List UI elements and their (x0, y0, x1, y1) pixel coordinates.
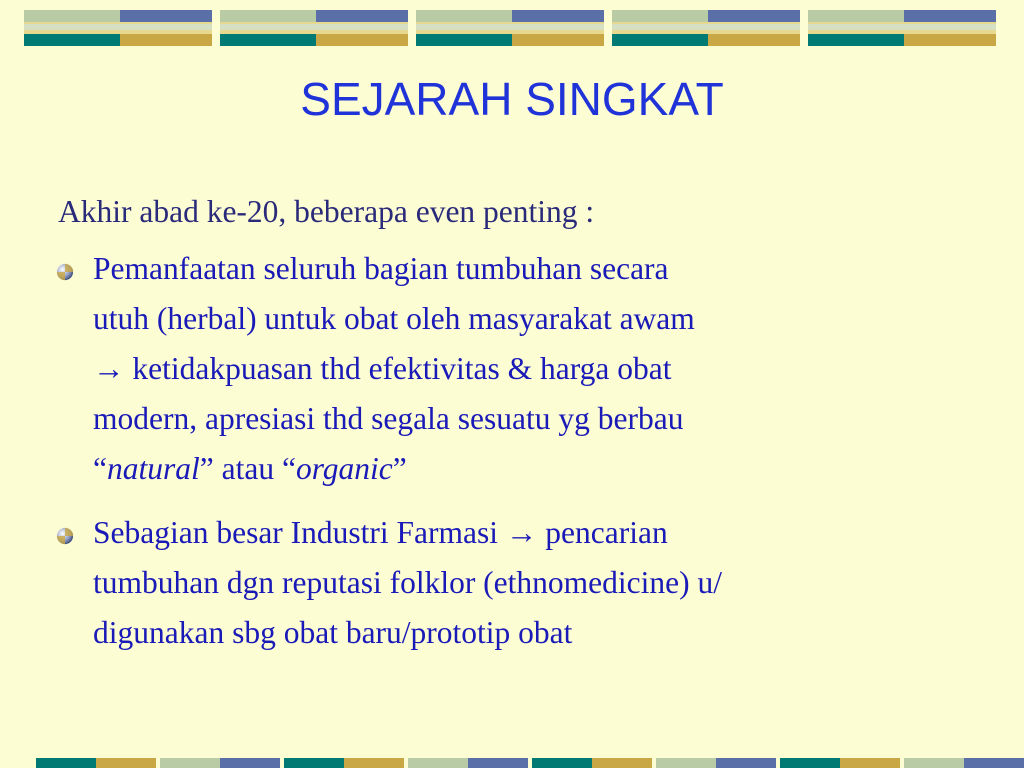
bullet-1-line-1: Pemanfaatan seluruh bagian tumbuhan secara (93, 251, 669, 286)
bottom-decorative-band (36, 758, 1024, 768)
bottom-band-segment (468, 758, 528, 768)
bullet-1-line-3-text: ketidakpuasan thd efektivitas & harga obat (132, 351, 672, 386)
bottom-band-segment (408, 758, 468, 768)
top-decorative-band (24, 10, 1024, 46)
bullet-2-text-before: Sebagian besar Industri Farmasi (93, 515, 506, 550)
quote-open-2: “ (281, 451, 296, 486)
slide-body (58, 186, 978, 658)
bullet-1-line-3 (93, 344, 978, 394)
bottom-band-segment (592, 758, 652, 768)
intro-text: Akhir abad ke-20, beberapa even penting : (58, 194, 595, 229)
bottom-band-segment (96, 758, 156, 768)
bottom-band-segment (904, 758, 964, 768)
atau-word: atau (213, 451, 282, 486)
bottom-band-segment (532, 758, 592, 768)
band-block (808, 10, 996, 46)
bullet-item-2 (58, 508, 978, 658)
sphere-bullet-icon (56, 527, 74, 545)
natural-word: natural (106, 451, 200, 486)
band-block (24, 10, 212, 46)
bottom-band-segment (160, 758, 220, 768)
bullet-1-line-5 (93, 444, 978, 494)
bullet-1-line-2: utuh (herbal) untuk obat oleh masyarakat awam (93, 301, 695, 336)
quote-close-2: ” (392, 451, 407, 486)
bottom-band-segment (344, 758, 404, 768)
band-block (220, 10, 408, 46)
arrow-symbol: → (505, 515, 538, 550)
bottom-band-segment (964, 758, 1024, 768)
bullet-2-line-2: tumbuhan dgn reputasi folklor (ethnomedicine) u/ (93, 565, 722, 600)
bullet-item-1 (58, 244, 978, 494)
arrow-symbol: → (93, 351, 125, 386)
slide-title: SEJARAH SINGKAT (300, 73, 724, 125)
bottom-band-segment (220, 758, 280, 768)
band-block (416, 10, 604, 46)
bullet-2-text (93, 508, 978, 658)
quote-close: ” (199, 451, 214, 486)
bottom-band-segment (656, 758, 716, 768)
bottom-band-segment (840, 758, 900, 768)
bullet-2-line-1 (93, 508, 978, 558)
sphere-bullet-icon (56, 263, 74, 281)
bullet-2-text-after: pencarian (537, 515, 668, 550)
bottom-band-segment (284, 758, 344, 768)
band-block (612, 10, 800, 46)
bottom-band-segment (780, 758, 840, 768)
bottom-band-segment (716, 758, 776, 768)
organic-word: organic (295, 451, 393, 486)
bottom-band-segment (36, 758, 96, 768)
quote-open: “ (93, 451, 107, 486)
bullet-1-text (93, 244, 978, 494)
bullet-2-line-3: digunakan sbg obat baru/prototip obat (93, 615, 573, 650)
bullet-1-line-4: modern, apresiasi thd segala sesuatu yg berbau (93, 401, 684, 436)
